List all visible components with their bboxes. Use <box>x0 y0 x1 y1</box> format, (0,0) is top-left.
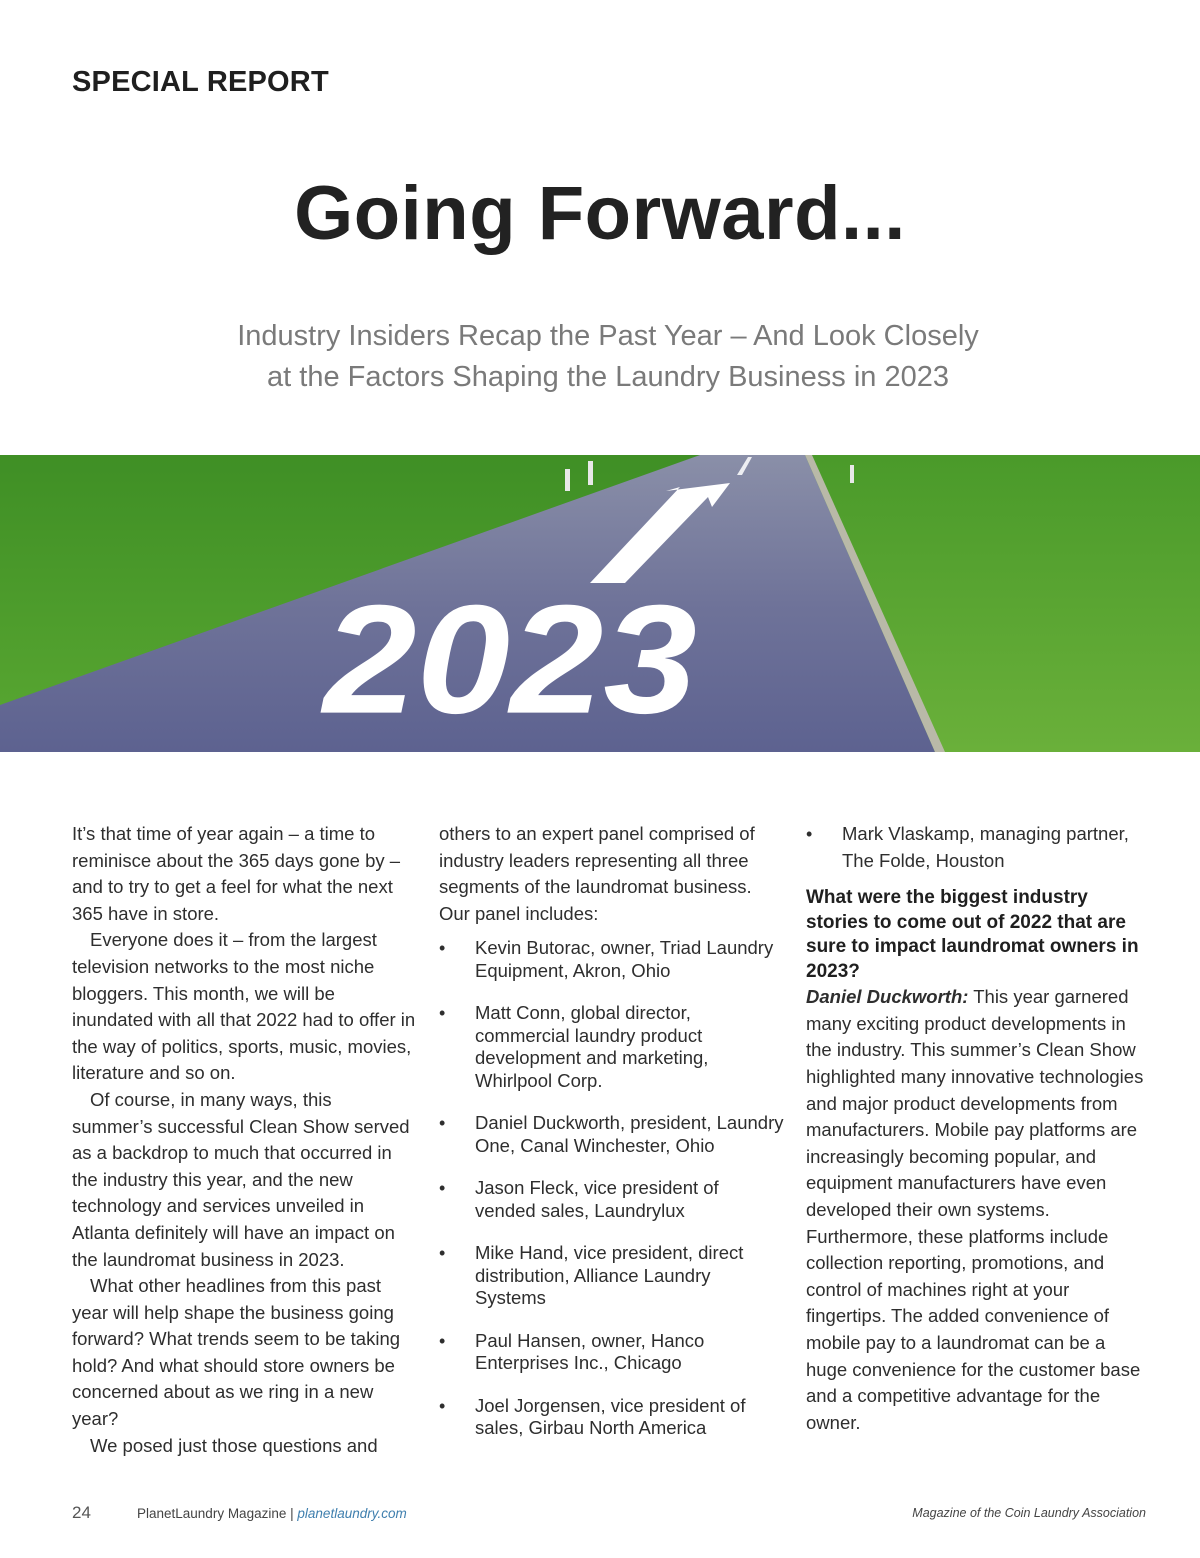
page-number: 24 <box>72 1503 91 1522</box>
panel-list <box>439 937 784 1440</box>
subhead-line-1: Industry Insiders Recap the Past Year – And Look Closely <box>237 320 979 352</box>
answer-speaker: Daniel Duckworth: <box>806 986 969 1008</box>
body-paragraph: What other headlines from this past year will help shape the business going forward? What trends seem to be taking hold? And what should store owners be concerned about as we ring in a new year? <box>72 1275 401 1430</box>
roadside-post-1 <box>588 461 593 485</box>
panel-member: • Jason Fleck, vice president of vended sales, Laundrylux <box>439 1177 719 1221</box>
answer-text: This year garnered many exciting product developments in the industry. This summer’s Clean Show highlighted many innovative technologies and major product developments from manufacturers. Mobile pay platforms are increasingly becoming popular, and equipment manufacturers have even developed their own systems. Furthermore, these platforms include collection reporting, promotions, and control of machines right at your fingertips. The added convenience of mobile pay to a laundromat can be a huge convenience for the customer base and a competitive advantage for the owner. <box>806 986 1144 1433</box>
bullet-icon: • <box>439 1395 446 1416</box>
panel-member: • Mark Vlaskamp, managing partner, The Folde, Houston <box>806 823 1129 871</box>
interview-question: What were the biggest industry stories to come out of 2022 that are sure to impact laundromat owners in 2023? <box>806 887 1139 982</box>
bullet-icon: • <box>439 1178 446 1199</box>
subhead-line-2: at the Factors Shaping the Laundry Business in 2023 <box>267 361 949 393</box>
panel-member: • Paul Hansen, owner, Hanco Enterprises Inc., Chicago <box>439 1329 705 1374</box>
panel-member: • Joel Jorgensen, vice president of sales, Girbau North America <box>439 1394 746 1439</box>
body-paragraph: Of course, in many ways, this summer’s successful Clean Show served as a backdrop to much that occurred in the industry this year, and the new technology and services unveiled in Atlanta definitely will have an impact on the laundromat business in 2023. <box>72 1088 410 1270</box>
panel-list-continued <box>806 821 1151 874</box>
road-text-2023: 2023 <box>323 573 697 747</box>
article-subhead <box>150 316 1066 398</box>
road-illustration <box>0 455 1200 752</box>
bullet-icon: • <box>439 1243 446 1264</box>
column-3 <box>806 821 1151 1436</box>
article-headline: Going Forward... <box>294 171 906 256</box>
bullet-icon: • <box>439 1003 446 1024</box>
panel-member: • Mike Hand, vice president, direct distribution, Alliance Laundry Systems <box>439 1242 744 1309</box>
panel-intro: others to an expert panel comprised of industry leaders representing all three segments of the laundromat business. Our panel includes: <box>439 823 755 924</box>
panel-member: • Daniel Duckworth, president, Laundry One, Canal Winchester, Ohio <box>439 1112 784 1156</box>
roadside-post-3 <box>850 465 854 483</box>
bullet-icon: • <box>806 824 813 844</box>
column-1 <box>72 821 417 1459</box>
panel-member: • Kevin Butorac, owner, Triad Laundry Equipment, Akron, Ohio <box>439 937 774 981</box>
bullet-icon: • <box>439 1113 446 1134</box>
section-label: SPECIAL REPORT <box>72 66 329 98</box>
hero-image-road-2023 <box>0 455 1200 752</box>
body-paragraph: We posed just those questions and <box>90 1434 378 1456</box>
panel-member: • Matt Conn, global director, commercial laundry product development and marketing, Whirlpool Corp. <box>439 1002 709 1091</box>
interview-answer <box>806 984 1151 1436</box>
bullet-icon: • <box>439 938 446 959</box>
magazine-name: PlanetLaundry Magazine <box>137 1506 287 1521</box>
footer-association: Magazine of the Coin Laundry Association <box>912 1506 1146 1520</box>
bullet-icon: • <box>439 1330 446 1351</box>
column-2 <box>439 821 784 1460</box>
footer-magazine <box>137 1506 407 1521</box>
body-paragraph: Everyone does it – from the largest television networks to the most niche bloggers. This month, we will be inundated with all that 2022 had to offer in the way of politics, sports, music, movies, literature and so on. <box>72 929 416 1084</box>
magazine-url-link[interactable]: planetlaundry.com <box>297 1506 407 1521</box>
intro-paragraph: It’s that time of year again – a time to reminisce about the 365 days gone by – and to try to get a feel for what the next 365 have in store. <box>72 823 401 924</box>
footer-separator: | <box>290 1506 294 1521</box>
roadside-post-2 <box>565 469 570 491</box>
